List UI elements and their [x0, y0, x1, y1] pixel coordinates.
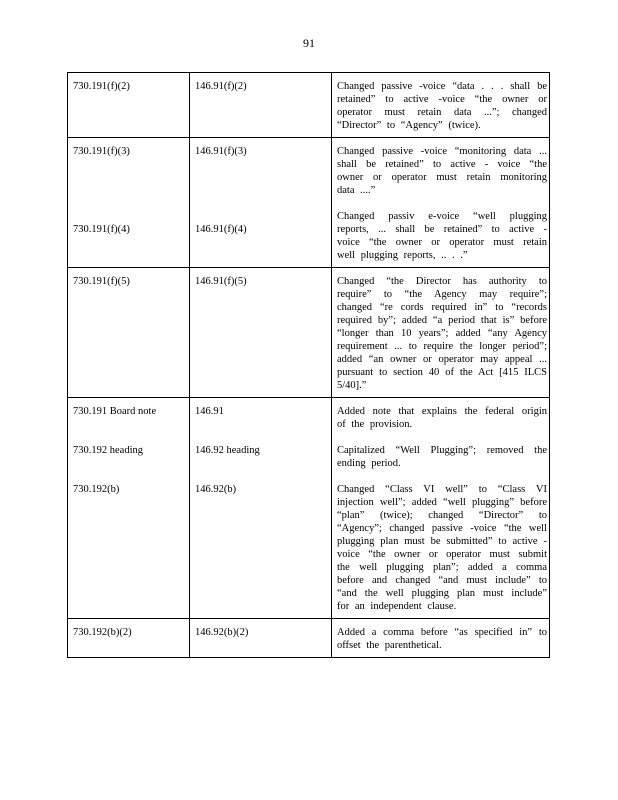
illinois-section-cell — [68, 73, 190, 138]
federal-section-cell — [190, 73, 332, 138]
change-description: Changed “Class VI well” to “Class VI injection well”; added “well plugging” before “plan” (twice); changed “Director” to “Agency”; changed passive -voice “the well plugging plan must be submitted” to active -voice “the owner or operator must submit the well plugging plan”; added a comma before and changed “and must include” to “and the well plugging plan must include” for an independent clause. — [337, 484, 547, 612]
change-description-cell — [332, 73, 550, 138]
illinois-section-cell — [68, 138, 190, 268]
illinois-section: 730.191(f)(4) — [73, 224, 130, 235]
illinois-section: 730.191 Board note — [73, 406, 157, 417]
table-row — [68, 619, 550, 658]
illinois-section-cell — [68, 398, 190, 619]
illinois-section-cell — [68, 268, 190, 398]
table-row — [68, 398, 550, 619]
federal-section: 146.91(f)(4) — [195, 224, 247, 235]
table-row — [68, 268, 550, 398]
change-description: Changed “the Director has authority to require” to “the Agency may require”; changed “re cords required in” to “records required by”; added “a period that is” before “longer than 10 years”; added “any Agency requirement ... to require the longer period”; added “an owner or operator may appeal ... pursuant to section 40 of the Act [415 ILCS 5/40].” — [337, 276, 547, 391]
change-description: Changed passive -voice “monitoring data ... shall be retained” to active - voice “the owner or operator must retain monitoring data ....” — [337, 146, 547, 196]
federal-section: 146.92(b) — [195, 484, 237, 495]
section-comparison-table — [67, 72, 550, 658]
change-description-cell — [332, 398, 550, 619]
federal-section: 146.92 heading — [195, 445, 260, 456]
illinois-section: 730.192 heading — [73, 445, 143, 456]
federal-section-cell — [190, 138, 332, 268]
table-row — [68, 138, 550, 268]
table-body — [68, 73, 550, 658]
change-description: Added note that explains the federal origin of the provision. — [337, 406, 547, 430]
table-row — [68, 73, 550, 138]
change-description: Changed passive -voice “data . . . shall be retained” to active -voice “the owner or operator must retain data ...”; changed “Director” to “Agency” (twice). — [337, 81, 547, 131]
page-number: 91 — [303, 36, 315, 50]
change-description: Capitalized “Well Plugging”; removed the ending period. — [337, 445, 547, 469]
change-description-cell — [332, 619, 550, 658]
federal-section: 146.92(b)(2) — [195, 627, 249, 638]
change-description-cell — [332, 138, 550, 268]
federal-section-cell — [190, 398, 332, 619]
federal-section: 146.91(f)(2) — [195, 81, 247, 92]
illinois-section: 730.191(f)(2) — [73, 81, 130, 92]
federal-section-cell — [190, 268, 332, 398]
change-description: Added a comma before “as specified in” to offset the parenthetical. — [337, 627, 547, 651]
federal-section-cell — [190, 619, 332, 658]
illinois-section: 730.192(b)(2) — [73, 627, 132, 638]
illinois-section-cell — [68, 619, 190, 658]
illinois-section: 730.191(f)(3) — [73, 146, 130, 157]
change-description-cell — [332, 268, 550, 398]
federal-section: 146.91(f)(5) — [195, 276, 247, 287]
illinois-section: 730.191(f)(5) — [73, 276, 130, 287]
federal-section: 146.91 — [195, 406, 224, 417]
change-description: Changed passiv e-voice “well plugging reports, ... shall be retained” to active - voice “the owner or operator must retain well plugging reports, .. . .” — [337, 211, 547, 261]
federal-section: 146.91(f)(3) — [195, 146, 247, 157]
illinois-section: 730.192(b) — [73, 484, 120, 495]
